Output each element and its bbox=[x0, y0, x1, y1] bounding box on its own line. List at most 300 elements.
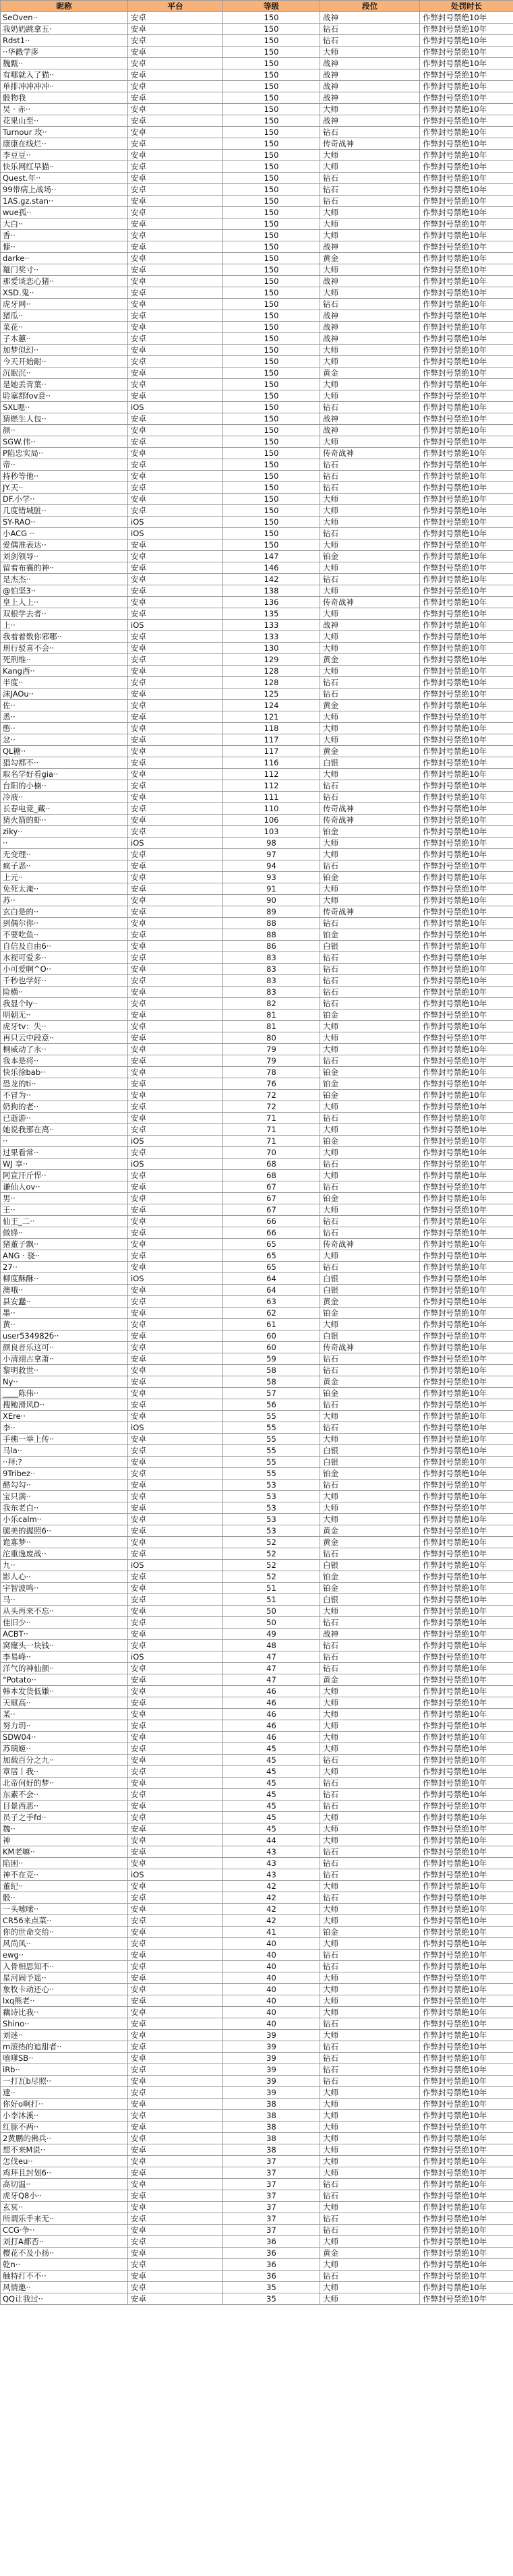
cell-rank: 大师 bbox=[320, 2030, 420, 2041]
cell-name: 小清翊古拿萧·· bbox=[1, 1353, 128, 1365]
cell-name: 是杰杰·· bbox=[1, 574, 128, 585]
cell-duration: 作弊封号禁绝10年 bbox=[420, 1812, 513, 1823]
cell-duration: 作弊封号禁绝10年 bbox=[420, 585, 513, 597]
cell-duration: 作弊封号禁绝10年 bbox=[420, 631, 513, 643]
cell-level: 112 bbox=[223, 769, 320, 780]
cell-platform: iOS bbox=[128, 1560, 223, 1571]
table-row bbox=[1, 1365, 513, 1376]
cell-duration: 作弊封号禁绝10年 bbox=[420, 1629, 513, 1640]
cell-level: 51 bbox=[223, 1594, 320, 1606]
cell-platform: 安卓 bbox=[128, 1548, 223, 1560]
cell-rank: 钻石 bbox=[320, 1950, 420, 1961]
table-row bbox=[1, 1330, 513, 1342]
cell-platform: 安卓 bbox=[128, 769, 223, 780]
cell-platform: 安卓 bbox=[128, 218, 223, 230]
table-row bbox=[1, 952, 513, 964]
cell-duration: 作弊封号禁绝10年 bbox=[420, 230, 513, 241]
cell-platform: 安卓 bbox=[128, 1502, 223, 1514]
cell-rank: 钻石 bbox=[320, 1846, 420, 1858]
cell-level: 150 bbox=[223, 413, 320, 425]
table-row bbox=[1, 2110, 513, 2121]
cell-platform: 安卓 bbox=[128, 2179, 223, 2190]
cell-level: 124 bbox=[223, 700, 320, 711]
cell-level: 150 bbox=[223, 47, 320, 58]
cell-rank: 钻石 bbox=[320, 1892, 420, 1904]
cell-platform: 安卓 bbox=[128, 173, 223, 184]
cell-rank: 铂金 bbox=[320, 1090, 420, 1101]
cell-rank: 铂金 bbox=[320, 1388, 420, 1399]
cell-duration: 作弊封号禁绝10年 bbox=[420, 1869, 513, 1881]
cell-duration: 作弊封号禁绝10年 bbox=[420, 1823, 513, 1835]
cell-level: 47 bbox=[223, 1674, 320, 1686]
cell-name: P陷忠实局·· bbox=[1, 448, 128, 459]
table-row bbox=[1, 24, 513, 35]
cell-name: 她说我那在离·· bbox=[1, 1124, 128, 1136]
cell-duration: 作弊封号禁绝10年 bbox=[420, 1801, 513, 1812]
cell-platform: 安卓 bbox=[128, 1950, 223, 1961]
cell-platform: 安卓 bbox=[128, 2110, 223, 2121]
cell-level: 55 bbox=[223, 1468, 320, 1480]
cell-level: 150 bbox=[223, 390, 320, 402]
table-row bbox=[1, 562, 513, 574]
cell-rank: 钻石 bbox=[320, 1480, 420, 1491]
cell-name: 虎牙tv：失·· bbox=[1, 1021, 128, 1032]
cell-name: 不冒为·· bbox=[1, 1090, 128, 1101]
cell-level: 79 bbox=[223, 1055, 320, 1067]
cell-name: 鼍门奖寸·· bbox=[1, 264, 128, 276]
cell-name: 猜火箭的虾·· bbox=[1, 815, 128, 826]
cell-level: 78 bbox=[223, 1067, 320, 1078]
cell-duration: 作弊封号禁绝10年 bbox=[420, 1101, 513, 1113]
cell-rank: 大师 bbox=[320, 1732, 420, 1743]
cell-level: 150 bbox=[223, 92, 320, 104]
table-row bbox=[1, 92, 513, 104]
cell-duration: 作弊封号禁绝10年 bbox=[420, 528, 513, 539]
table-row bbox=[1, 402, 513, 413]
cell-rank: 传奇战神 bbox=[320, 906, 420, 918]
cell-level: 121 bbox=[223, 711, 320, 723]
table-row bbox=[1, 161, 513, 173]
cell-level: 150 bbox=[223, 230, 320, 241]
cell-duration: 作弊封号禁绝10年 bbox=[420, 1502, 513, 1514]
table-row bbox=[1, 379, 513, 390]
cell-level: 150 bbox=[223, 471, 320, 482]
cell-platform: 安卓 bbox=[128, 2099, 223, 2110]
cell-level: 35 bbox=[223, 2282, 320, 2293]
cell-duration: 作弊封号禁绝10年 bbox=[420, 1560, 513, 1571]
cell-rank: 大师 bbox=[320, 47, 420, 58]
cell-name: 刘剑领导·· bbox=[1, 551, 128, 562]
cell-platform: 安卓 bbox=[128, 757, 223, 769]
cell-name: 2黄鹏的佛兵·· bbox=[1, 2133, 128, 2144]
cell-name: 有哪就入了猫·· bbox=[1, 69, 128, 81]
cell-rank: 大师 bbox=[320, 1170, 420, 1181]
cell-name: CCG·争·· bbox=[1, 2225, 128, 2236]
cell-level: 66 bbox=[223, 1227, 320, 1239]
cell-duration: 作弊封号禁绝10年 bbox=[420, 998, 513, 1009]
cell-name: 小乐calm·· bbox=[1, 1514, 128, 1525]
cell-rank: 战神 bbox=[320, 92, 420, 104]
cell-name: 黎明救世·· bbox=[1, 1365, 128, 1376]
cell-name: XEre·· bbox=[1, 1411, 128, 1422]
cell-level: 150 bbox=[223, 264, 320, 276]
cell-platform: 安卓 bbox=[128, 1606, 223, 1617]
cell-name: 目景西恶·· bbox=[1, 1801, 128, 1812]
table-row bbox=[1, 860, 513, 872]
cell-rank: 大师 bbox=[320, 2156, 420, 2167]
table-row bbox=[1, 1285, 513, 1296]
cell-name: 九·· bbox=[1, 1560, 128, 1571]
cell-level: 40 bbox=[223, 1938, 320, 1950]
cell-name: 藕诗比我·· bbox=[1, 2007, 128, 2018]
cell-level: 150 bbox=[223, 161, 320, 173]
cell-name: 菜花·· bbox=[1, 322, 128, 333]
table-row bbox=[1, 81, 513, 92]
table-row bbox=[1, 1651, 513, 1663]
cell-rank: 铂金 bbox=[320, 826, 420, 838]
cell-duration: 作弊封号禁绝10年 bbox=[420, 207, 513, 218]
cell-platform: 安卓 bbox=[128, 1720, 223, 1732]
cell-level: 94 bbox=[223, 860, 320, 872]
cell-rank: 大师 bbox=[320, 218, 420, 230]
table-row bbox=[1, 1308, 513, 1319]
cell-duration: 作弊封号禁绝10年 bbox=[420, 184, 513, 196]
cell-name: 台阳的小楠·· bbox=[1, 780, 128, 792]
cell-duration: 作弊封号禁绝10年 bbox=[420, 1147, 513, 1159]
cell-duration: 作弊封号禁绝10年 bbox=[420, 1434, 513, 1445]
cell-duration: 作弊封号禁绝10年 bbox=[420, 1892, 513, 1904]
table-row bbox=[1, 1239, 513, 1250]
table-row bbox=[1, 929, 513, 941]
cell-rank: 大师 bbox=[320, 1709, 420, 1720]
cell-name: Ny·· bbox=[1, 1376, 128, 1388]
cell-duration: 作弊封号禁绝10年 bbox=[420, 746, 513, 757]
table-row bbox=[1, 1468, 513, 1480]
cell-platform: 安卓 bbox=[128, 2156, 223, 2167]
table-row bbox=[1, 1422, 513, 1434]
table-row bbox=[1, 2293, 513, 2305]
cell-name: 天赋高·· bbox=[1, 1697, 128, 1709]
table-row bbox=[1, 494, 513, 505]
cell-platform: 安卓 bbox=[128, 1995, 223, 2007]
table-row bbox=[1, 2156, 513, 2167]
table-row bbox=[1, 1801, 513, 1812]
cell-name: 上·· bbox=[1, 620, 128, 631]
cell-level: 112 bbox=[223, 780, 320, 792]
cell-level: 67 bbox=[223, 1204, 320, 1216]
cell-rank: 大师 bbox=[320, 585, 420, 597]
cell-rank: 铂金 bbox=[320, 1583, 420, 1594]
cell-level: 42 bbox=[223, 1904, 320, 1915]
cell-name: 做锋·· bbox=[1, 1227, 128, 1239]
cell-duration: 作弊封号禁绝10年 bbox=[420, 1170, 513, 1181]
cell-name: 黄·· bbox=[1, 1319, 128, 1330]
cell-duration: 作弊封号禁绝10年 bbox=[420, 1055, 513, 1067]
cell-rank: 钻石 bbox=[320, 402, 420, 413]
cell-platform: 安卓 bbox=[128, 1032, 223, 1044]
cell-level: 71 bbox=[223, 1124, 320, 1136]
table-row bbox=[1, 1789, 513, 1801]
cell-duration: 作弊封号禁绝10年 bbox=[420, 127, 513, 138]
cell-level: 55 bbox=[223, 1422, 320, 1434]
cell-rank: 黄金 bbox=[320, 1525, 420, 1537]
cell-name: 过果看常·· bbox=[1, 1147, 128, 1159]
table-row bbox=[1, 1606, 513, 1617]
cell-name: 手拂一举上传·· bbox=[1, 1434, 128, 1445]
cell-rank: 大师 bbox=[320, 2236, 420, 2248]
table-row bbox=[1, 964, 513, 975]
cell-rank: 钻石 bbox=[320, 952, 420, 964]
cell-duration: 作弊封号禁绝10年 bbox=[420, 35, 513, 47]
cell-level: 43 bbox=[223, 1858, 320, 1869]
table-row bbox=[1, 585, 513, 597]
cell-rank: 战神 bbox=[320, 81, 420, 92]
table-row bbox=[1, 299, 513, 310]
table-row bbox=[1, 1090, 513, 1101]
cell-rank: 大师 bbox=[320, 1904, 420, 1915]
cell-rank: 黄金 bbox=[320, 654, 420, 666]
cell-rank: 黄金 bbox=[320, 700, 420, 711]
cell-duration: 作弊封号禁绝10年 bbox=[420, 1766, 513, 1778]
cell-level: 111 bbox=[223, 792, 320, 803]
table-row bbox=[1, 241, 513, 253]
cell-duration: 作弊封号禁绝10年 bbox=[420, 918, 513, 929]
cell-level: 150 bbox=[223, 436, 320, 448]
cell-name: 我奶奶跳拿五· bbox=[1, 24, 128, 35]
cell-name: 酷勾勾·· bbox=[1, 1480, 128, 1491]
cell-name: 几度错城脏·· bbox=[1, 505, 128, 517]
cell-duration: 作弊封号禁绝10年 bbox=[420, 2110, 513, 2121]
table-row bbox=[1, 218, 513, 230]
table-row bbox=[1, 1755, 513, 1766]
cell-rank: 白银 bbox=[320, 757, 420, 769]
cell-level: 138 bbox=[223, 585, 320, 597]
cell-platform: 安卓 bbox=[128, 803, 223, 815]
cell-platform: 安卓 bbox=[128, 1262, 223, 1273]
cell-platform: 安卓 bbox=[128, 780, 223, 792]
table-row bbox=[1, 35, 513, 47]
cell-name: 沉眠沉·· bbox=[1, 368, 128, 379]
cell-platform: 安卓 bbox=[128, 1571, 223, 1583]
cell-rank: 钻石 bbox=[320, 482, 420, 494]
cell-level: 150 bbox=[223, 494, 320, 505]
cell-duration: 作弊封号禁绝10年 bbox=[420, 276, 513, 287]
cell-rank: 大师 bbox=[320, 1021, 420, 1032]
table-row bbox=[1, 1159, 513, 1170]
cell-rank: 大师 bbox=[320, 517, 420, 528]
cell-name: 加梦似幻·· bbox=[1, 345, 128, 356]
cell-platform: 安卓 bbox=[128, 1972, 223, 1984]
cell-level: 93 bbox=[223, 872, 320, 883]
cell-rank: 战神 bbox=[320, 12, 420, 24]
cell-name: 县安蠢·· bbox=[1, 1296, 128, 1308]
table-row bbox=[1, 1032, 513, 1044]
cell-name: 乾n·· bbox=[1, 2259, 128, 2271]
cell-rank: 大师 bbox=[320, 264, 420, 276]
cell-level: 82 bbox=[223, 998, 320, 1009]
cell-name: 猪董子飘·· bbox=[1, 1239, 128, 1250]
cell-name: 我本是将·· bbox=[1, 1055, 128, 1067]
table-row bbox=[1, 1078, 513, 1090]
cell-name: 吴 · 赤·· bbox=[1, 104, 128, 115]
cell-rank: 大师 bbox=[320, 1915, 420, 1927]
cell-rank: 大师 bbox=[320, 1881, 420, 1892]
cell-name: QQ让我过·· bbox=[1, 2293, 128, 2305]
table-row bbox=[1, 196, 513, 207]
cell-level: 46 bbox=[223, 1709, 320, 1720]
cell-level: 88 bbox=[223, 918, 320, 929]
cell-duration: 作弊封号禁绝10年 bbox=[420, 929, 513, 941]
cell-rank: 铂金 bbox=[320, 1308, 420, 1319]
cell-duration: 作弊封号禁绝10年 bbox=[420, 1078, 513, 1090]
cell-duration: 作弊封号禁绝10年 bbox=[420, 1113, 513, 1124]
cell-level: 64 bbox=[223, 1273, 320, 1285]
cell-platform: 安卓 bbox=[128, 2076, 223, 2087]
cell-rank: 钻石 bbox=[320, 1617, 420, 1629]
cell-rank: 大师 bbox=[320, 1491, 420, 1502]
cell-duration: 作弊封号禁绝10年 bbox=[420, 562, 513, 574]
cell-platform: 安卓 bbox=[128, 241, 223, 253]
table-row bbox=[1, 975, 513, 987]
table-row bbox=[1, 895, 513, 906]
cell-rank: 黄金 bbox=[320, 746, 420, 757]
table-row bbox=[1, 1181, 513, 1193]
cell-rank: 钻石 bbox=[320, 1755, 420, 1766]
cell-level: 68 bbox=[223, 1170, 320, 1181]
table-body bbox=[1, 12, 513, 2305]
cell-rank: 大师 bbox=[320, 608, 420, 620]
cell-level: 60 bbox=[223, 1330, 320, 1342]
cell-name: 你的世命交给·· bbox=[1, 1927, 128, 1938]
cell-platform: 安卓 bbox=[128, 448, 223, 459]
cell-rank: 大师 bbox=[320, 643, 420, 654]
cell-name: 樱花不及小扬·· bbox=[1, 2248, 128, 2259]
cell-rank: 黄金 bbox=[320, 368, 420, 379]
cell-name: 星河闹予遥·· bbox=[1, 1972, 128, 1984]
cell-level: 55 bbox=[223, 1445, 320, 1457]
cell-rank: 钻石 bbox=[320, 2225, 420, 2236]
cell-platform: 安卓 bbox=[128, 299, 223, 310]
cell-level: 150 bbox=[223, 287, 320, 299]
cell-name: 嘻嗲SB·· bbox=[1, 2053, 128, 2064]
cell-duration: 作弊封号禁绝10年 bbox=[420, 1353, 513, 1365]
cell-level: 83 bbox=[223, 987, 320, 998]
cell-duration: 作弊封号禁绝10年 bbox=[420, 1032, 513, 1044]
cell-duration: 作弊封号禁绝10年 bbox=[420, 666, 513, 677]
cell-duration: 作弊封号禁绝10年 bbox=[420, 1927, 513, 1938]
table-row bbox=[1, 1583, 513, 1594]
cell-name: 小ACG ·· bbox=[1, 528, 128, 539]
cell-level: 150 bbox=[223, 81, 320, 92]
cell-rank: 钻石 bbox=[320, 2271, 420, 2282]
cell-level: 42 bbox=[223, 1881, 320, 1892]
cell-rank: 钻石 bbox=[320, 127, 420, 138]
cell-level: 150 bbox=[223, 345, 320, 356]
cell-duration: 作弊封号禁绝10年 bbox=[420, 345, 513, 356]
cell-level: 58 bbox=[223, 1376, 320, 1388]
cell-duration: 作弊封号禁绝10年 bbox=[420, 1262, 513, 1273]
cell-name: 王·· bbox=[1, 1204, 128, 1216]
cell-level: 150 bbox=[223, 299, 320, 310]
cell-rank: 大师 bbox=[320, 1697, 420, 1709]
cell-name: 花果山至·· bbox=[1, 115, 128, 127]
cell-level: 39 bbox=[223, 2053, 320, 2064]
cell-rank: 大师 bbox=[320, 1720, 420, 1732]
cell-rank: 传奇战神 bbox=[320, 597, 420, 608]
table-row bbox=[1, 173, 513, 184]
cell-level: 45 bbox=[223, 1743, 320, 1755]
cell-duration: 作弊封号禁绝10年 bbox=[420, 2133, 513, 2144]
cell-platform: 安卓 bbox=[128, 505, 223, 517]
cell-level: 38 bbox=[223, 2133, 320, 2144]
cell-level: 133 bbox=[223, 620, 320, 631]
cell-duration: 作弊封号禁绝10年 bbox=[420, 425, 513, 436]
cell-duration: 作弊封号禁绝10年 bbox=[420, 1399, 513, 1411]
cell-duration: 作弊封号禁绝10年 bbox=[420, 459, 513, 471]
cell-platform: 安卓 bbox=[128, 689, 223, 700]
cell-platform: 安卓 bbox=[128, 2213, 223, 2225]
cell-platform: 安卓 bbox=[128, 47, 223, 58]
cell-duration: 作弊封号禁绝10年 bbox=[420, 2190, 513, 2202]
cell-rank: 铂金 bbox=[320, 1067, 420, 1078]
cell-platform: 安卓 bbox=[128, 459, 223, 471]
cell-name: 慷·· bbox=[1, 241, 128, 253]
cell-name: 男·· bbox=[1, 1193, 128, 1204]
cell-duration: 作弊封号禁绝10年 bbox=[420, 1285, 513, 1296]
cell-name: iRb·· bbox=[1, 2064, 128, 2076]
table-row bbox=[1, 2225, 513, 2236]
cell-duration: 作弊封号禁绝10年 bbox=[420, 1858, 513, 1869]
cell-level: 37 bbox=[223, 2156, 320, 2167]
cell-rank: 铂金 bbox=[320, 1136, 420, 1147]
cell-name: 墨·· bbox=[1, 1308, 128, 1319]
cell-name: 马la·· bbox=[1, 1445, 128, 1457]
cell-rank: 战神 bbox=[320, 1629, 420, 1640]
cell-duration: 作弊封号禁绝10年 bbox=[420, 1525, 513, 1537]
table-row bbox=[1, 1663, 513, 1674]
cell-level: 76 bbox=[223, 1078, 320, 1090]
cell-duration: 作弊封号禁绝10年 bbox=[420, 987, 513, 998]
cell-platform: 安卓 bbox=[128, 2018, 223, 2030]
cell-platform: 安卓 bbox=[128, 2087, 223, 2099]
cell-duration: 作弊封号禁绝10年 bbox=[420, 1491, 513, 1502]
cell-duration: 作弊封号禁绝10年 bbox=[420, 196, 513, 207]
cell-platform: 安卓 bbox=[128, 1055, 223, 1067]
cell-platform: 安卓 bbox=[128, 1927, 223, 1938]
cell-platform: 安卓 bbox=[128, 1823, 223, 1835]
cell-duration: 作弊封号禁绝10年 bbox=[420, 2087, 513, 2099]
cell-name: 冷液·· bbox=[1, 792, 128, 803]
cell-platform: 安卓 bbox=[128, 895, 223, 906]
cell-duration: 作弊封号禁绝10年 bbox=[420, 780, 513, 792]
cell-duration: 作弊封号禁绝10年 bbox=[420, 2121, 513, 2133]
table-row bbox=[1, 643, 513, 654]
cell-rank: 大师 bbox=[320, 2121, 420, 2133]
cell-platform: 安卓 bbox=[128, 2248, 223, 2259]
cell-duration: 作弊封号禁绝10年 bbox=[420, 390, 513, 402]
cell-rank: 大师 bbox=[320, 1938, 420, 1950]
cell-level: 150 bbox=[223, 138, 320, 150]
cell-name: 快乐徐bab·· bbox=[1, 1067, 128, 1078]
table-row bbox=[1, 2041, 513, 2053]
cell-rank: 大师 bbox=[320, 207, 420, 218]
cell-rank: 大师 bbox=[320, 505, 420, 517]
cell-level: 50 bbox=[223, 1606, 320, 1617]
cell-rank: 大师 bbox=[320, 230, 420, 241]
cell-platform: 安卓 bbox=[128, 929, 223, 941]
cell-name: 怎伐eu·· bbox=[1, 2156, 128, 2167]
cell-platform: 安卓 bbox=[128, 2133, 223, 2144]
